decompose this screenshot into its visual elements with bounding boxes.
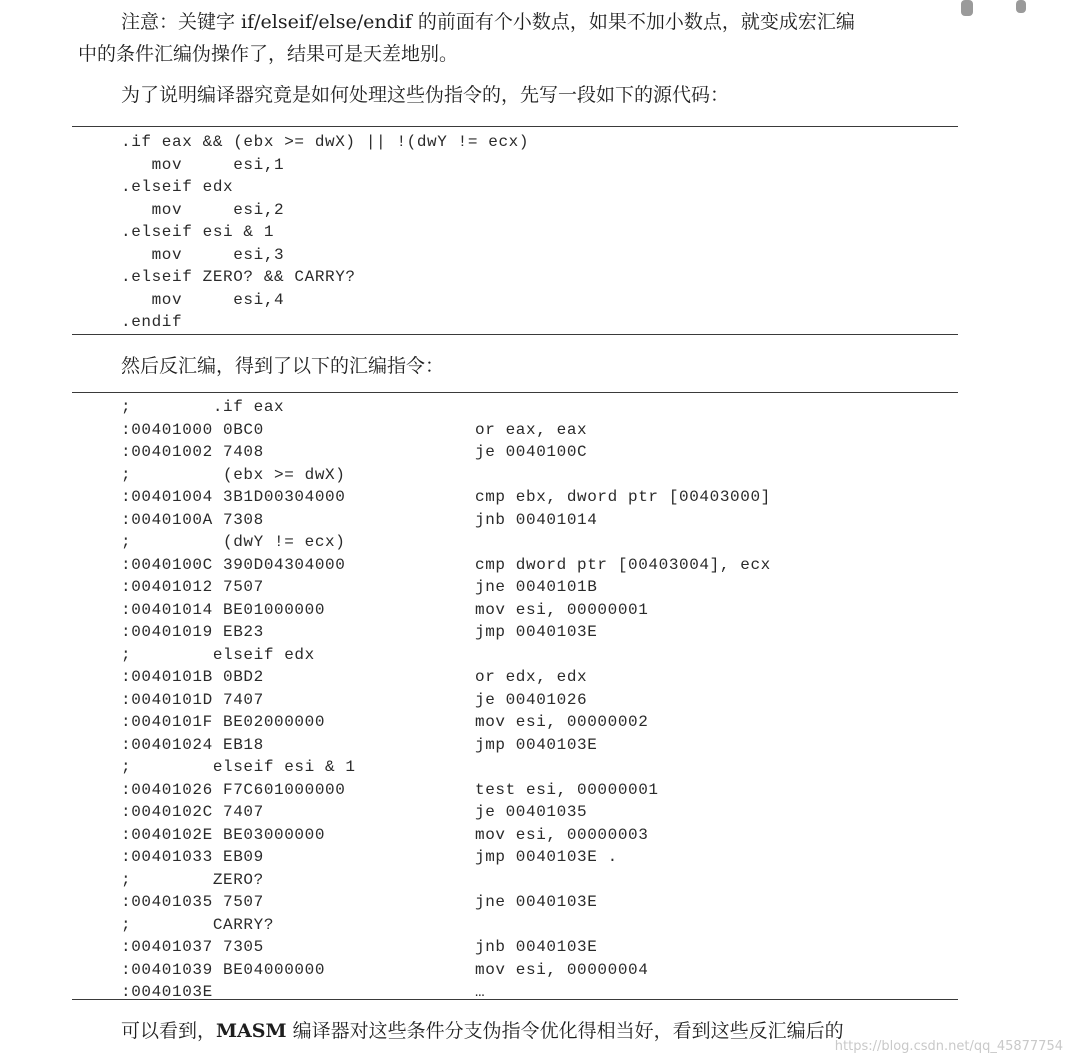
disasm-address: :0040102C 7407	[121, 803, 264, 821]
disasm-line	[121, 441, 588, 464]
source-block-bottom-rule	[72, 334, 958, 335]
disasm-instruction: jmp 0040103E	[475, 623, 598, 641]
disasm-address: :00401002 7408	[121, 443, 264, 461]
source-line: mov esi,3	[121, 245, 285, 264]
disasm-address: :00401019 EB23	[121, 623, 264, 641]
disasm-address: ; CARRY?	[121, 915, 275, 934]
disasm-line	[121, 711, 649, 734]
disasm-code-block	[121, 396, 771, 1004]
disasm-address: :00401024 EB18	[121, 735, 264, 754]
disasm-address: ; ZERO?	[121, 870, 264, 889]
disasm-instruction: jne 0040101B	[475, 578, 598, 596]
conclusion-masm: MASM	[216, 1020, 287, 1042]
paragraph-intro-disasm: 然后反汇编，得到了以下的汇编指令：	[121, 355, 445, 377]
disasm-address: :00401039 BE04000000	[121, 960, 326, 979]
disasm-line	[121, 959, 649, 982]
disasm-address: :00401000 0BC0	[121, 420, 264, 439]
disasm-line	[121, 824, 649, 847]
disasm-address: ; elseif esi & 1	[121, 758, 356, 776]
disasm-line	[121, 914, 356, 937]
conclusion-pre: 可以看到，	[121, 1020, 217, 1042]
conclusion-post: 编译器对这些条件分支伪指令优化得相当好，看到这些反汇编后的	[286, 1020, 844, 1042]
disasm-address: ; (ebx >= dwX)	[121, 465, 346, 484]
disasm-line	[121, 599, 649, 622]
disasm-instruction: jne 0040103E	[475, 893, 598, 911]
disasm-instruction: je 00401035	[475, 803, 588, 821]
disasm-instruction: mov esi, 00000001	[475, 600, 649, 619]
disasm-line	[121, 756, 356, 779]
disasm-line	[121, 734, 598, 757]
disasm-address: :0040101F BE02000000	[121, 713, 326, 731]
disasm-address: :00401026 F7C601000000	[121, 780, 346, 799]
disasm-instruction: jmp 0040103E .	[475, 848, 618, 866]
disasm-line	[121, 936, 598, 959]
disasm-line	[121, 509, 598, 532]
disasm-address: :0040100A 7308	[121, 510, 264, 529]
disasm-line	[121, 576, 598, 599]
paragraph-note-line1: 注意：关键字 if/elseif/else/endif 的前面有个小数点，如果不加小数点，就变成宏汇编	[121, 11, 855, 33]
disasm-address: :0040101B 0BD2	[121, 668, 264, 686]
disasm-address: :0040102E BE03000000	[121, 825, 326, 844]
scan-blot-2	[1016, 0, 1026, 13]
source-block-top-rule	[72, 126, 958, 127]
source-code-block	[121, 131, 529, 334]
disasm-line	[121, 531, 356, 554]
disasm-line	[121, 419, 588, 442]
disasm-line	[121, 981, 486, 1004]
disasm-instruction: mov esi, 00000003	[475, 825, 649, 844]
disasm-instruction: cmp ebx, dword ptr [00403000]	[475, 488, 771, 506]
disasm-instruction: mov esi, 00000004	[475, 960, 649, 979]
disasm-line	[121, 891, 598, 914]
disasm-line	[121, 644, 356, 667]
disasm-address: :00401037 7305	[121, 938, 264, 956]
paragraph-intro-source: 为了说明编译器究竟是如何处理这些伪指令的，先写一段如下的源代码：	[121, 84, 730, 106]
disasm-instruction: or edx, edx	[475, 668, 588, 686]
disasm-line	[121, 801, 588, 824]
disasm-address: :0040103E	[121, 983, 213, 1001]
disasm-instruction: test esi, 00000001	[475, 780, 659, 799]
disasm-line	[121, 554, 771, 577]
disasm-block-top-rule	[72, 392, 958, 393]
disasm-address: :00401012 7507	[121, 578, 264, 596]
source-line: .elseif ZERO? && CARRY?	[121, 268, 356, 286]
source-line: mov esi,2	[121, 200, 285, 219]
disasm-address: :00401035 7507	[121, 893, 264, 911]
disasm-instruction: je 0040100C	[475, 443, 588, 461]
disasm-line	[121, 464, 356, 487]
disasm-instruction: je 00401026	[475, 690, 588, 709]
disasm-instruction: or eax, eax	[475, 420, 588, 439]
disasm-line	[121, 486, 771, 509]
disasm-instruction: …	[475, 983, 486, 1001]
disasm-instruction: cmp dword ptr [00403004], ecx	[475, 555, 771, 574]
disasm-instruction: jmp 0040103E	[475, 735, 598, 754]
disasm-address: :00401014 BE01000000	[121, 600, 326, 619]
disasm-address: ; .if eax	[121, 398, 285, 416]
source-line: .elseif esi & 1	[121, 223, 275, 241]
disasm-address: :0040100C 390D04304000	[121, 555, 346, 574]
disasm-address: :00401004 3B1D00304000	[121, 488, 346, 506]
disasm-address: :0040101D 7407	[121, 690, 264, 709]
disasm-line	[121, 396, 356, 419]
source-line: .endif	[121, 313, 183, 331]
disasm-instruction: jnb 0040103E	[475, 938, 598, 956]
disasm-address: :00401033 EB09	[121, 848, 264, 866]
source-line: mov esi,1	[121, 155, 285, 174]
disasm-line	[121, 666, 588, 689]
paragraph-conclusion	[121, 1016, 844, 1046]
disasm-instruction: jnb 00401014	[475, 510, 598, 529]
disasm-block-bottom-rule	[72, 999, 958, 1000]
disasm-line	[121, 869, 356, 892]
disasm-line	[121, 621, 598, 644]
scan-blot-1	[961, 0, 973, 16]
disasm-line	[121, 779, 659, 802]
disasm-address: ; (dwY != ecx)	[121, 533, 346, 551]
source-line: mov esi,4	[121, 290, 285, 309]
source-line: .elseif edx	[121, 178, 234, 196]
disasm-line	[121, 689, 588, 712]
disasm-line	[121, 846, 618, 869]
disasm-instruction: mov esi, 00000002	[475, 713, 649, 731]
source-line: .if eax && (ebx >= dwX) || !(dwY != ecx)	[121, 133, 530, 151]
paragraph-note-line2: 中的条件汇编伪操作了，结果可是天差地别。	[78, 43, 459, 65]
watermark: https://blog.csdn.net/qq_45877754	[834, 1039, 1063, 1054]
disasm-address: ; elseif edx	[121, 645, 315, 664]
